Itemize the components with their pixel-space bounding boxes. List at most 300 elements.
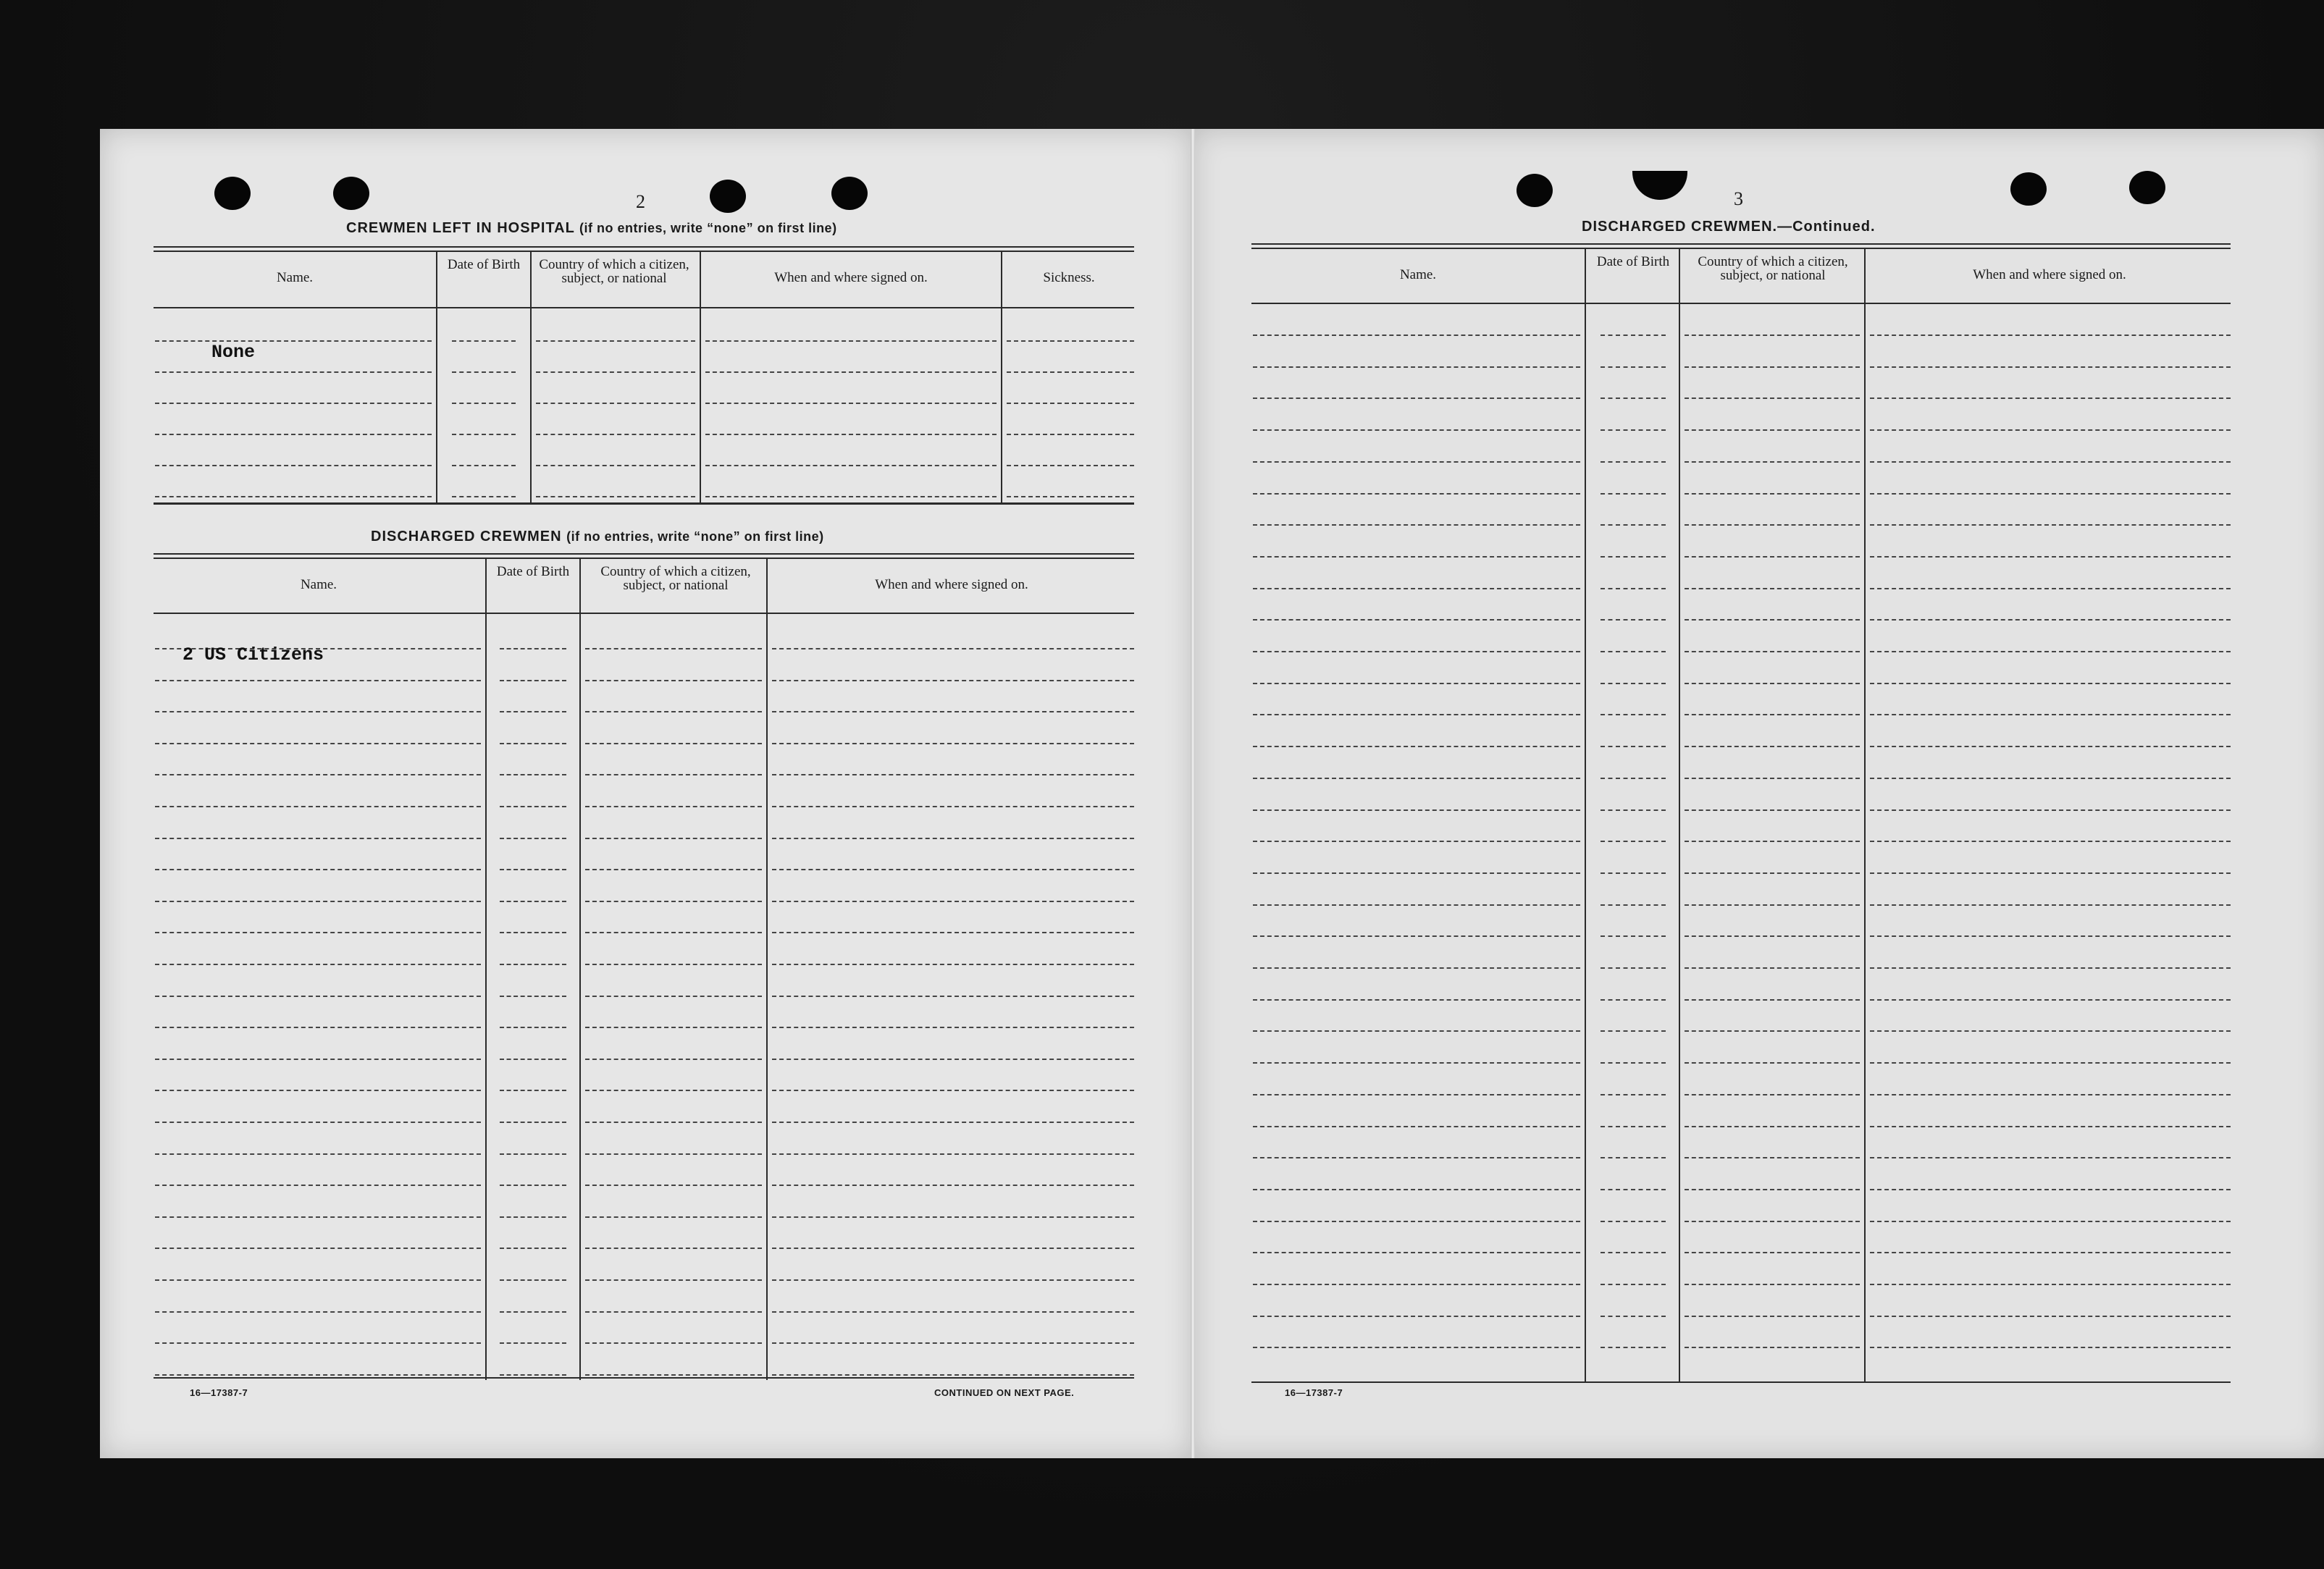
ruled-line — [155, 1185, 481, 1186]
ruled-line — [155, 1342, 481, 1344]
ruled-line — [500, 1374, 566, 1376]
ruled-line — [500, 1185, 566, 1186]
right-page — [1192, 129, 2324, 1458]
ruled-line — [155, 1374, 481, 1376]
ruled-line — [500, 1279, 566, 1281]
ruled-line — [1870, 493, 2231, 495]
ruled-line — [1601, 967, 1666, 969]
ruled-line — [155, 434, 432, 435]
ruled-line — [1601, 841, 1666, 842]
ruled-line — [1870, 1126, 2231, 1127]
ruled-line — [155, 743, 481, 744]
ruled-line — [585, 1216, 762, 1218]
ruled-line — [452, 434, 516, 435]
ruled-line — [1870, 1157, 2231, 1158]
hospital-bottom-rule — [154, 502, 1134, 505]
ruled-line — [1685, 935, 1860, 937]
ruled-line — [1870, 651, 2231, 652]
ruled-line — [1685, 1030, 1860, 1032]
left-page — [100, 129, 1192, 1458]
ruled-line — [1253, 1221, 1580, 1222]
ruled-line — [1601, 397, 1666, 399]
hospital-header-rule — [154, 307, 1134, 308]
ruled-line — [500, 1122, 566, 1123]
ruled-line — [772, 743, 1134, 744]
ruled-line — [1601, 335, 1666, 336]
ruled-line — [772, 1059, 1134, 1060]
ruled-line — [1685, 1062, 1860, 1064]
ruled-line — [155, 496, 432, 497]
ruled-line — [1870, 1062, 2231, 1064]
ruled-line — [500, 1311, 566, 1313]
ruled-line — [155, 964, 481, 965]
ruled-line — [1253, 1030, 1580, 1032]
col-header-dob: Date of Birth — [447, 257, 521, 272]
ruled-line — [1601, 556, 1666, 558]
ruled-line — [1685, 967, 1860, 969]
ruled-line — [705, 434, 997, 435]
ruled-line — [772, 1248, 1134, 1249]
ruled-line — [1253, 778, 1580, 779]
ruled-line — [772, 1279, 1134, 1281]
ruled-line — [1685, 1284, 1860, 1285]
right-bottom-rule — [1251, 1381, 2231, 1383]
ruled-line — [500, 1059, 566, 1060]
ruled-line — [1870, 714, 2231, 715]
ruled-line — [1870, 1221, 2231, 1222]
ruled-line — [155, 1122, 481, 1123]
discharged-entry: 2 US Citizens — [183, 644, 324, 665]
col-header-name: Name. — [300, 577, 337, 592]
ruled-line — [772, 932, 1134, 933]
ruled-line — [585, 1342, 762, 1344]
ruled-line — [1870, 935, 2231, 937]
ruled-line — [500, 680, 566, 681]
hospital-col-divider — [530, 251, 532, 504]
right-col-divider — [1585, 248, 1586, 1383]
ruled-line — [1253, 335, 1580, 336]
ruled-line — [1601, 1126, 1666, 1127]
ruled-line — [1685, 1157, 1860, 1158]
ruled-line — [500, 1090, 566, 1091]
ruled-line — [500, 648, 566, 649]
ruled-line — [536, 465, 695, 466]
ruled-line — [500, 996, 566, 997]
page-number-left: 2 — [636, 191, 645, 212]
ruled-line — [1685, 683, 1860, 684]
ruled-line — [772, 1216, 1134, 1218]
punch-hole — [1517, 174, 1553, 207]
ruled-line — [585, 901, 762, 902]
ruled-line — [1685, 872, 1860, 874]
ruled-line — [1685, 619, 1860, 621]
ruled-line — [1253, 935, 1580, 937]
ruled-line — [1870, 746, 2231, 747]
ruled-line — [585, 1027, 762, 1028]
ruled-line — [155, 465, 432, 466]
right-col-divider — [1679, 248, 1680, 1383]
ruled-line — [585, 1153, 762, 1155]
ruled-line — [772, 1185, 1134, 1186]
ruled-line — [1601, 1316, 1666, 1317]
ruled-line — [585, 743, 762, 744]
ruled-line — [1253, 1347, 1580, 1348]
ruled-line — [772, 1122, 1134, 1123]
ruled-line — [1253, 746, 1580, 747]
ruled-line — [1685, 1094, 1860, 1095]
ruled-line — [1253, 809, 1580, 811]
ruled-line — [1601, 1030, 1666, 1032]
ruled-line — [155, 1059, 481, 1060]
ruled-line — [1253, 1094, 1580, 1095]
ruled-line — [772, 774, 1134, 775]
ruled-line — [1601, 1157, 1666, 1158]
ruled-line — [1601, 714, 1666, 715]
ruled-line — [1253, 651, 1580, 652]
ruled-line — [155, 806, 481, 807]
ruled-line — [772, 1311, 1134, 1313]
ruled-line — [1870, 335, 2231, 336]
right-header-rule — [1251, 303, 2231, 304]
ruled-line — [155, 869, 481, 870]
ruled-line — [1870, 461, 2231, 463]
ruled-line — [1870, 1030, 2231, 1032]
ruled-line — [1870, 683, 2231, 684]
ruled-line — [452, 496, 516, 497]
ruled-line — [1870, 1094, 2231, 1095]
ruled-line — [1685, 778, 1860, 779]
discharged-header-rule — [154, 613, 1134, 614]
ruled-line — [1007, 465, 1134, 466]
ruled-line — [155, 1279, 481, 1281]
hospital-col-divider — [700, 251, 701, 504]
ruled-line — [1685, 809, 1860, 811]
ruled-line — [1601, 429, 1666, 431]
ruled-line — [585, 1248, 762, 1249]
ruled-line — [772, 964, 1134, 965]
ruled-line — [1685, 461, 1860, 463]
ruled-line — [1601, 1221, 1666, 1222]
ruled-line — [1870, 778, 2231, 779]
ruled-line — [585, 1059, 762, 1060]
ruled-line — [536, 496, 695, 497]
hospital-col-divider — [436, 251, 437, 504]
ruled-line — [705, 496, 997, 497]
right-section-title: DISCHARGED CREWMEN.—Continued. — [1582, 219, 1876, 235]
ruled-line — [705, 465, 997, 466]
ruled-line — [500, 711, 566, 712]
hospital-instruction: (if no entries, write “none” on first line) — [579, 221, 837, 235]
ruled-line — [1601, 1284, 1666, 1285]
right-top-rule — [1251, 243, 2231, 249]
ruled-line — [1870, 1347, 2231, 1348]
ruled-line — [500, 901, 566, 902]
ruled-line — [1007, 403, 1134, 404]
ruled-line — [452, 465, 516, 466]
ruled-line — [155, 1090, 481, 1091]
ruled-line — [1601, 1189, 1666, 1190]
ruled-line — [1870, 429, 2231, 431]
ruled-line — [1601, 1062, 1666, 1064]
discharged-col-divider — [485, 558, 487, 1380]
ruled-line — [452, 403, 516, 404]
discharged-bottom-rule — [154, 1377, 1134, 1379]
ruled-line — [1685, 841, 1860, 842]
ruled-line — [500, 806, 566, 807]
ruled-line — [1253, 967, 1580, 969]
ruled-line — [155, 774, 481, 775]
ruled-line — [500, 869, 566, 870]
ruled-line — [1870, 872, 2231, 874]
ruled-line — [1253, 1126, 1580, 1127]
ruled-line — [1870, 967, 2231, 969]
ruled-line — [1685, 714, 1860, 715]
ruled-line — [585, 996, 762, 997]
col-header-country: Country of which a citizen, subject, or national — [600, 564, 751, 593]
col-header-dob: Date of Birth — [1596, 254, 1670, 269]
ruled-line — [155, 932, 481, 933]
ruled-line — [155, 1311, 481, 1313]
ruled-line — [1253, 999, 1580, 1001]
ruled-line — [1685, 1189, 1860, 1190]
ruled-line — [585, 774, 762, 775]
ruled-line — [1007, 434, 1134, 435]
ruled-line — [536, 371, 695, 373]
ruled-line — [1685, 556, 1860, 558]
discharged-section-title — [371, 529, 824, 545]
punch-hole — [333, 177, 369, 210]
ruled-line — [1253, 524, 1580, 526]
ruled-line — [772, 869, 1134, 870]
ruled-line — [1253, 429, 1580, 431]
ruled-line — [585, 838, 762, 839]
ruled-line — [1601, 1347, 1666, 1348]
ruled-line — [585, 806, 762, 807]
col-header-dob: Date of Birth — [496, 564, 570, 579]
ruled-line — [1253, 397, 1580, 399]
form-number-left: 16—17387-7 — [190, 1387, 248, 1398]
ruled-line — [585, 680, 762, 681]
ruled-line — [155, 1216, 481, 1218]
ruled-line — [1870, 619, 2231, 621]
ruled-line — [1685, 1252, 1860, 1253]
ruled-line — [536, 403, 695, 404]
ruled-line — [1253, 1284, 1580, 1285]
ruled-line — [1685, 1347, 1860, 1348]
col-header-signed-on: When and where signed on. — [875, 577, 1028, 592]
ruled-line — [1601, 461, 1666, 463]
ruled-line — [1685, 335, 1860, 336]
page-fold — [1191, 129, 1195, 1458]
ruled-line — [1253, 1316, 1580, 1317]
punch-hole — [831, 177, 868, 210]
ruled-line — [1601, 904, 1666, 906]
ruled-line — [1870, 1252, 2231, 1253]
ruled-line — [1870, 1284, 2231, 1285]
ruled-line — [1253, 841, 1580, 842]
ruled-line — [1870, 588, 2231, 589]
ruled-line — [1253, 493, 1580, 495]
ruled-line — [772, 901, 1134, 902]
hospital-title-text: CREWMEN LEFT IN HOSPITAL — [346, 220, 575, 236]
ruled-line — [585, 711, 762, 712]
ruled-line — [1685, 1316, 1860, 1317]
ruled-line — [1601, 366, 1666, 368]
discharged-title-text: DISCHARGED CREWMEN — [371, 529, 562, 544]
discharged-col-divider — [766, 558, 768, 1380]
ruled-line — [1601, 619, 1666, 621]
hospital-entry: None — [211, 342, 256, 363]
ruled-line — [585, 1311, 762, 1313]
hospital-top-rule — [154, 246, 1134, 252]
discharged-instruction: (if no entries, write “none” on first line) — [566, 529, 824, 544]
ruled-line — [772, 680, 1134, 681]
ruled-line — [1601, 524, 1666, 526]
ruled-line — [1870, 904, 2231, 906]
ruled-line — [1253, 366, 1580, 368]
ruled-line — [1601, 651, 1666, 652]
ruled-line — [536, 434, 695, 435]
discharged-col-divider — [579, 558, 581, 1380]
punch-hole — [710, 180, 746, 213]
col-header-country: Country of which a citizen, subject, or national — [1698, 254, 1848, 283]
ruled-line — [1253, 461, 1580, 463]
ruled-line — [155, 680, 481, 681]
ruled-line — [536, 340, 695, 342]
hospital-col-divider — [1001, 251, 1002, 504]
ruled-line — [1253, 1189, 1580, 1190]
ruled-line — [1685, 524, 1860, 526]
page-number-right: 3 — [1734, 188, 1743, 209]
ruled-line — [1253, 588, 1580, 589]
ruled-line — [1253, 683, 1580, 684]
ruled-line — [705, 340, 997, 342]
ruled-line — [500, 743, 566, 744]
ruled-line — [500, 1342, 566, 1344]
ruled-line — [772, 1374, 1134, 1376]
ruled-line — [1870, 524, 2231, 526]
col-header-signed-on: When and where signed on. — [774, 270, 928, 285]
ruled-line — [772, 648, 1134, 649]
continued-note: CONTINUED ON NEXT PAGE. — [934, 1387, 1075, 1398]
punch-hole — [214, 177, 251, 210]
ruled-line — [1685, 999, 1860, 1001]
ruled-line — [1253, 872, 1580, 874]
ruled-line — [1685, 366, 1860, 368]
ruled-line — [155, 838, 481, 839]
ruled-line — [585, 1090, 762, 1091]
ruled-line — [155, 901, 481, 902]
ruled-line — [1007, 340, 1134, 342]
ruled-line — [500, 1027, 566, 1028]
ruled-line — [772, 1027, 1134, 1028]
ruled-line — [500, 838, 566, 839]
ruled-line — [1253, 556, 1580, 558]
ruled-line — [1685, 1221, 1860, 1222]
ruled-line — [1007, 371, 1134, 373]
ruled-line — [1685, 1126, 1860, 1127]
ruled-line — [772, 1153, 1134, 1155]
ruled-line — [500, 774, 566, 775]
ruled-line — [1601, 778, 1666, 779]
ruled-line — [500, 1216, 566, 1218]
ruled-line — [585, 1279, 762, 1281]
ruled-line — [1685, 588, 1860, 589]
ruled-line — [585, 648, 762, 649]
ruled-line — [705, 403, 997, 404]
ruled-line — [585, 869, 762, 870]
ruled-line — [1601, 872, 1666, 874]
ruled-line — [705, 371, 997, 373]
ruled-line — [1253, 904, 1580, 906]
ruled-line — [500, 932, 566, 933]
ruled-line — [1601, 809, 1666, 811]
ruled-line — [1601, 493, 1666, 495]
col-header-sickness: Sickness. — [1043, 270, 1095, 285]
ruled-line — [1685, 651, 1860, 652]
ruled-line — [1685, 746, 1860, 747]
ruled-line — [772, 1342, 1134, 1344]
discharged-top-rule — [154, 553, 1134, 559]
ruled-line — [1601, 999, 1666, 1001]
ruled-line — [452, 371, 516, 373]
form-number-right: 16—17387-7 — [1285, 1387, 1343, 1398]
ruled-line — [585, 1185, 762, 1186]
ruled-line — [1685, 429, 1860, 431]
ruled-line — [500, 964, 566, 965]
ruled-line — [585, 932, 762, 933]
ruled-line — [772, 838, 1134, 839]
ruled-line — [155, 711, 481, 712]
ruled-line — [452, 340, 516, 342]
ruled-line — [1007, 496, 1134, 497]
ruled-line — [1870, 809, 2231, 811]
ruled-line — [585, 1122, 762, 1123]
ruled-line — [155, 371, 432, 373]
ruled-line — [772, 806, 1134, 807]
ruled-line — [500, 1248, 566, 1249]
ruled-line — [1601, 1252, 1666, 1253]
ruled-line — [1870, 841, 2231, 842]
ruled-line — [1870, 999, 2231, 1001]
ruled-line — [1685, 397, 1860, 399]
ruled-line — [1253, 714, 1580, 715]
ruled-line — [1601, 683, 1666, 684]
ruled-line — [1601, 588, 1666, 589]
col-header-name: Name. — [1399, 267, 1437, 282]
ruled-line — [1685, 904, 1860, 906]
hospital-section-title — [346, 220, 837, 237]
ruled-line — [1253, 1252, 1580, 1253]
ruled-line — [1870, 1316, 2231, 1317]
punch-hole — [2010, 172, 2047, 206]
ruled-line — [772, 711, 1134, 712]
ruled-line — [1601, 935, 1666, 937]
ruled-line — [155, 1153, 481, 1155]
ruled-line — [1870, 397, 2231, 399]
ruled-line — [155, 403, 432, 404]
col-header-signed-on: When and where signed on. — [1973, 267, 2126, 282]
col-header-country: Country of which a citizen, subject, or national — [539, 257, 689, 286]
ruled-line — [155, 996, 481, 997]
ruled-line — [772, 1090, 1134, 1091]
ruled-line — [1601, 1094, 1666, 1095]
ruled-line — [1870, 556, 2231, 558]
col-header-name: Name. — [276, 270, 314, 285]
right-col-divider — [1864, 248, 1866, 1383]
ruled-line — [500, 1153, 566, 1155]
ruled-line — [585, 1374, 762, 1376]
